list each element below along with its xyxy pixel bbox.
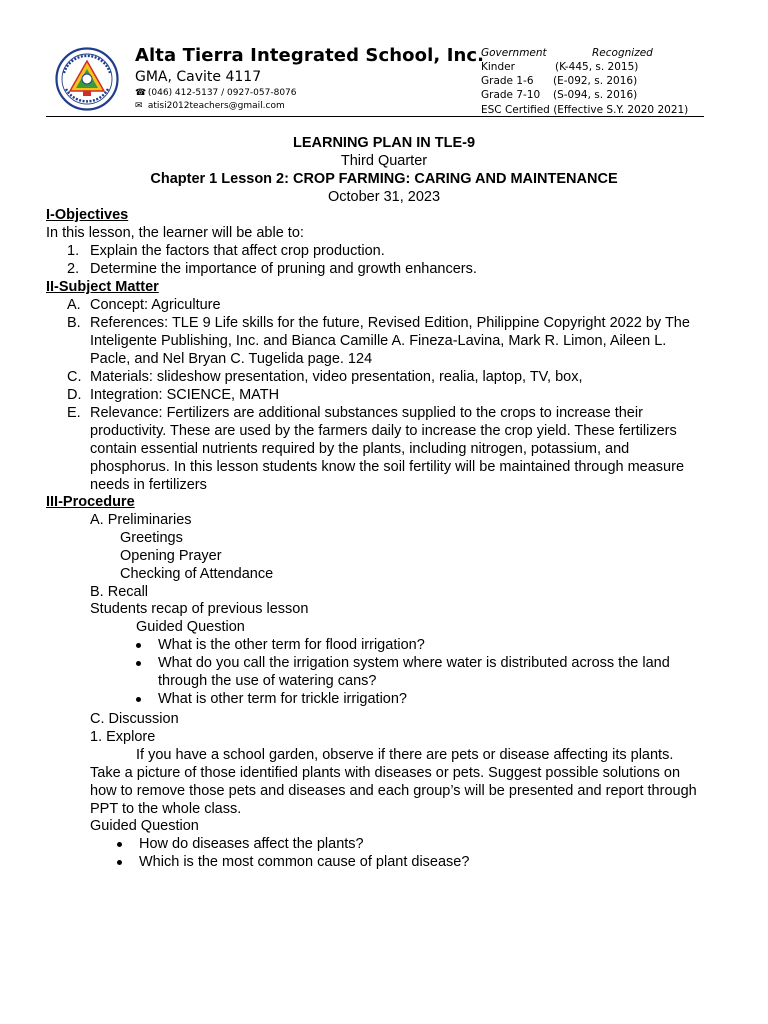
school-location: GMA, Cavite 4117 xyxy=(135,69,262,85)
preliminaries-label: A. Preliminaries xyxy=(90,512,192,528)
school-email: atisi2012teachers@gmail.com xyxy=(147,101,285,111)
recognition-level: Kinder xyxy=(481,61,515,73)
recognition-code: (K-445, s. 2015) xyxy=(555,61,639,73)
recognition-heading-left: Government xyxy=(481,47,547,59)
subject-item-line: needs in fertilizers xyxy=(90,477,207,493)
discussion-label: C. Discussion xyxy=(90,711,179,727)
recognition-row xyxy=(481,60,721,74)
school-phone: (046) 412-5137 / 0927-057-8076 xyxy=(147,88,297,98)
school-phone-line xyxy=(135,88,297,98)
recognition-code: (E-092, s. 2016) xyxy=(553,75,638,88)
recall-recap: Students recap of previous lesson xyxy=(90,601,309,617)
objectives-intro: In this lesson, the learner will be able to: xyxy=(46,225,304,241)
subject-marker: E. xyxy=(67,405,81,421)
objective-item: Explain the factors that affect crop production. xyxy=(90,243,385,259)
bullet-icon xyxy=(136,697,141,702)
explore-paragraph-line: Take a picture of those identified plants with diseases or pets. Suggest possible solutions on xyxy=(90,765,681,781)
subject-marker: D. xyxy=(67,387,82,403)
subject-matter-heading: II-Subject Matter xyxy=(46,279,159,295)
phone-icon: ☎ xyxy=(135,88,147,98)
plan-title: LEARNING PLAN IN TLE-9 xyxy=(292,135,476,151)
subject-item-line: phosphorus. In this lesson students know the soil fertility will be maintained through measure xyxy=(90,459,685,475)
explore-paragraph-line: PPT to the whole class. xyxy=(90,801,242,817)
bullet-icon xyxy=(117,860,122,865)
recognition-row xyxy=(481,74,721,88)
recall-question: What do you call the irrigation system where water is distributed across the land xyxy=(158,655,670,671)
lesson-title: Chapter 1 Lesson 2: CROP FARMING: CARING AND MAINTENANCE xyxy=(150,171,618,187)
email-icon: ✉ xyxy=(135,101,143,111)
recognition-level: Grade 7-10 xyxy=(481,89,541,102)
bullet-icon xyxy=(136,661,141,666)
recall-question: What is other term for trickle irrigation? xyxy=(158,691,407,707)
subject-item-line: Integration: SCIENCE, MATH xyxy=(90,387,280,403)
subject-item-line: Pacle, and Nel Bryan C. Tugelida page. 124 xyxy=(90,351,373,367)
recall-question: What is the other term for flood irrigation? xyxy=(158,637,425,653)
explore-label: 1. Explore xyxy=(90,729,156,745)
subject-marker: A. xyxy=(67,297,81,313)
procedure-heading: III-Procedure xyxy=(46,494,135,510)
subject-marker: B. xyxy=(67,315,81,331)
objective-marker: 1. xyxy=(67,243,80,259)
recognition-row xyxy=(481,88,721,102)
subject-item-line: productivity. These are used by the farmers daily to increase the crop yield. These fertilizers xyxy=(90,423,677,439)
discussion-question: Which is the most common cause of plant disease? xyxy=(139,854,470,870)
preliminary-item: Checking of Attendance xyxy=(120,566,274,582)
school-email-line xyxy=(135,101,285,111)
plan-date: October 31, 2023 xyxy=(327,189,441,205)
objective-item: Determine the importance of pruning and growth enhancers. xyxy=(90,261,477,277)
subject-item-line: Inteligente Publishing, Inc. and Bianca Camille A. Fineza-Lavina, Mark R. Limon, Aileen L. xyxy=(90,333,667,349)
recall-label: B. Recall xyxy=(90,584,149,600)
recognition-block xyxy=(481,46,721,117)
header-divider xyxy=(46,116,704,117)
bullet-icon xyxy=(136,643,141,648)
objectives-heading: I-Objectives xyxy=(46,207,129,223)
subject-item-line: References: TLE 9 Life skills for the future, Revised Edition, Philippine Copyright 2022 by The xyxy=(90,315,690,331)
discussion-guided-question-label: Guided Question xyxy=(90,818,199,834)
recognition-level: Grade 1-6 xyxy=(481,75,534,88)
recall-guided-question-label: Guided Question xyxy=(136,619,245,635)
subject-item-line: Relevance: Fertilizers are additional substances supplied to the crops to increase their xyxy=(90,405,643,421)
recognition-heading-right: Recognized xyxy=(592,47,653,59)
explore-paragraph-line: how to remove those pets and diseases and each group’s will be presented and report through xyxy=(90,783,697,799)
recognition-code: (S-094, s. 2016) xyxy=(553,89,638,102)
recall-question: through the use of watering cans? xyxy=(158,673,377,689)
explore-paragraph-line: If you have a school garden, observe if there are pets or disease affecting its plants. xyxy=(136,747,674,763)
preliminary-item: Opening Prayer xyxy=(120,548,222,564)
preliminary-item: Greetings xyxy=(120,530,183,546)
discussion-question: How do diseases affect the plants? xyxy=(139,836,364,852)
subject-item-line: contain essential nutrients required by the plants, including nitrogen, potassium, and xyxy=(90,441,630,457)
subject-item-line: Materials: slideshow presentation, video presentation, realia, laptop, TV, box, xyxy=(90,369,583,385)
school-logo xyxy=(55,47,119,111)
bullet-icon xyxy=(117,842,122,847)
school-name: Alta Tierra Integrated School, Inc. xyxy=(135,45,485,66)
objective-marker: 2. xyxy=(67,261,80,277)
plan-quarter: Third Quarter xyxy=(340,153,428,169)
subject-item-line: Concept: Agriculture xyxy=(90,297,221,313)
recognition-certified: ESC Certified (Effective S.Y. 2020 2021) xyxy=(481,103,689,116)
subject-marker: C. xyxy=(67,369,82,385)
